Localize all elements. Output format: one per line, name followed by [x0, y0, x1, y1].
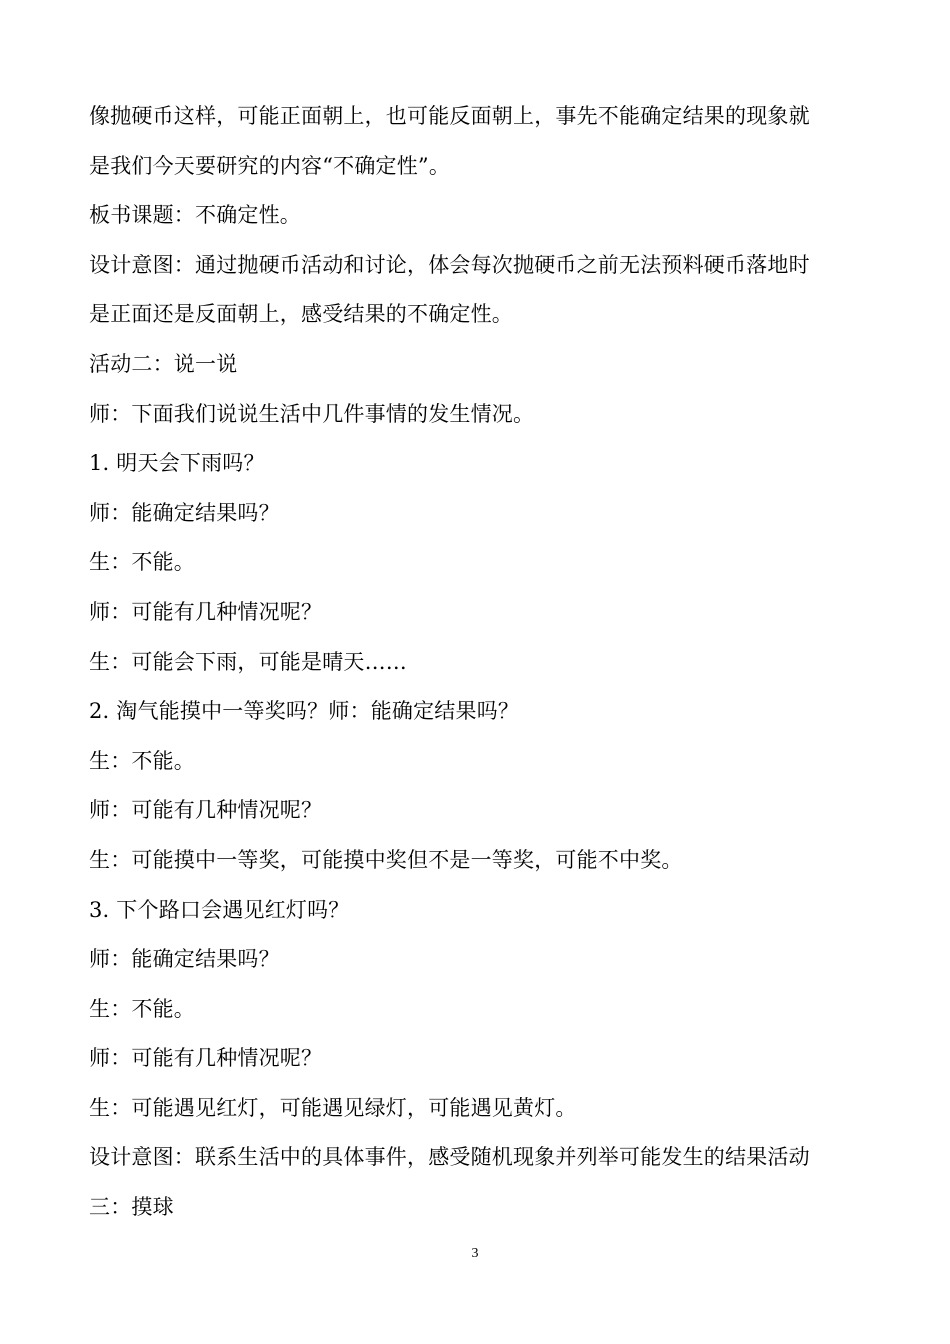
text-line: 是正面还是反面朝上，感受结果的不确定性。	[89, 302, 513, 327]
text-line: 像抛硬币这样，可能正面朝上，也可能反面朝上，事先不能确定结果的现象就	[89, 104, 810, 128]
question-item: 2. 淘气能摸中一等奖吗？师：能确定结果吗？	[89, 699, 520, 724]
activity-heading: 三：摸球	[89, 1195, 174, 1220]
text-line: 生：可能会下雨，可能是晴天……	[89, 649, 407, 674]
question-item: 3. 下个路口会遇见红灯吗？	[89, 897, 350, 922]
text-line: 是我们今天要研究的内容“不确定性”。	[89, 153, 451, 178]
text-line: 师：可能有几种情况呢？	[89, 599, 323, 624]
activity-heading: 活动二：说一说	[89, 351, 238, 376]
text-line: 生：可能摸中一等奖，可能摸中奖但不是一等奖，可能不中奖。	[89, 847, 683, 872]
text-line: 板书课题：不确定性。	[89, 203, 301, 228]
text-line: 生：不能。	[89, 550, 195, 575]
page-number: 3	[471, 1246, 479, 1261]
body-text	[89, 92, 869, 1233]
text-line: 师：下面我们说说生活中几件事情的发生情况。	[89, 401, 535, 426]
text-line: 师：能确定结果吗？	[89, 947, 280, 972]
text-line: 生：不能。	[89, 748, 195, 773]
text-line: 设计意图：通过抛硬币活动和讨论，体会每次抛硬币之前无法预料硬币落地时	[89, 252, 810, 277]
text-line: 生：可能遇见红灯，可能遇见绿灯，可能遇见黄灯。	[89, 1095, 577, 1120]
text-line: 师：可能有几种情况呢？	[89, 1046, 323, 1071]
text-line: 生：不能。	[89, 996, 195, 1021]
text-line: 师：能确定结果吗？	[89, 500, 280, 525]
text-line: 设计意图：联系生活中的具体事件，感受随机现象并列举可能发生的结果活动	[89, 1145, 810, 1170]
text-line: 师：可能有几种情况呢？	[89, 798, 323, 823]
question-item: 1. 明天会下雨吗？	[89, 451, 265, 476]
